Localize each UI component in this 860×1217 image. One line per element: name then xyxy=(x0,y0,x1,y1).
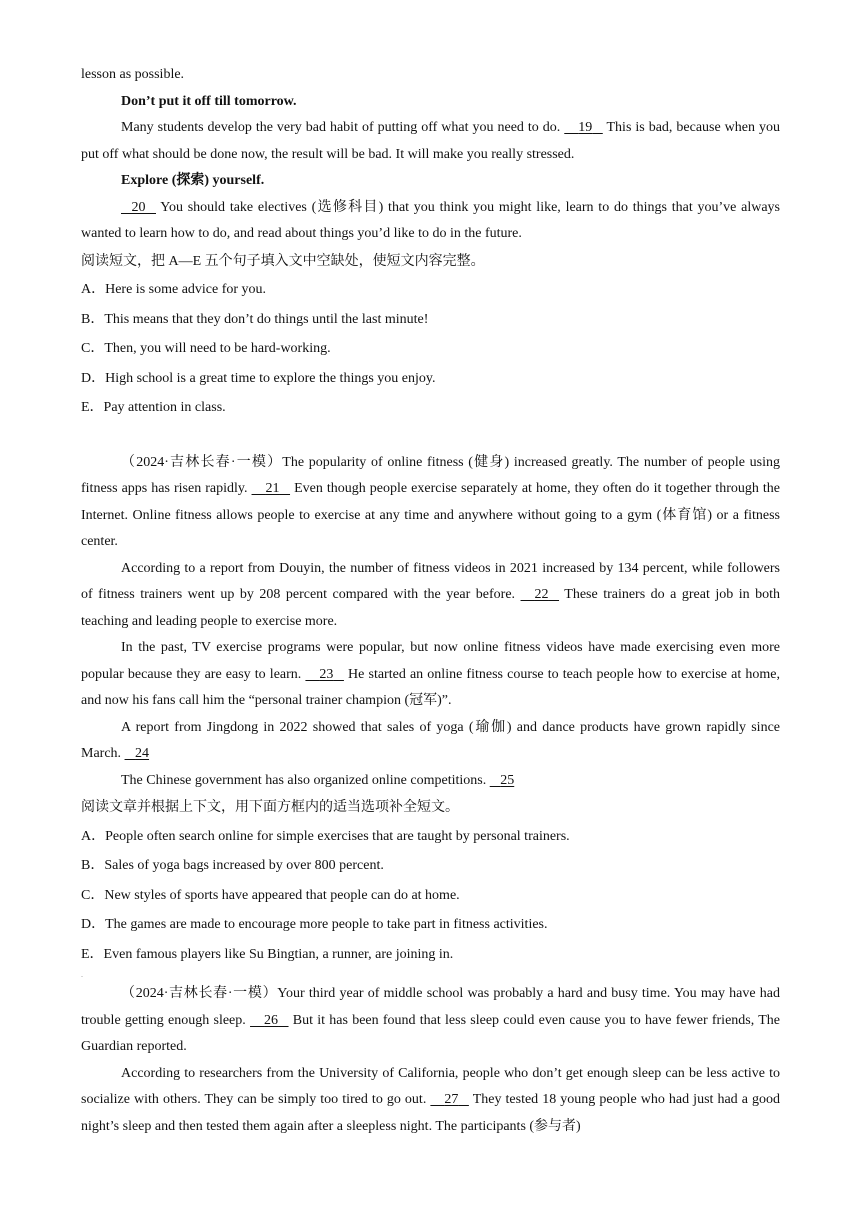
paragraph-text: They tested 18 young people who had just had a good night’s sleep and then tested them again after a sleepless night. The participants (参与者) xyxy=(81,1092,781,1134)
paragraph-text: The popularity of online fitness (健身) increased greatly. The number of people using fitness apps has risen rapidly. xyxy=(81,454,780,496)
blank-22[interactable]: 22 xyxy=(534,587,549,602)
option-e: E．Even famous players like Su Bingtian, a runner, are joining in. xyxy=(81,946,454,962)
blank-24[interactable]: 24 xyxy=(135,746,150,761)
paragraph-douyin xyxy=(81,556,780,636)
paragraph-text: In the past, TV exercise programs were popular, but now online fitness videos have made exercising even more popular because they are easy to learn. xyxy=(81,640,780,682)
paragraph-text: According to a report from Douyin, the number of fitness videos in 2021 increased by 134 percent, while followers of fitness trainers went up by 208 percent compared with the year before. xyxy=(81,560,780,602)
option-a: A．Here is some advice for you. xyxy=(81,282,267,297)
paragraph-text: These trainers do a great job in both teaching and leading people to exercise more. xyxy=(81,587,780,629)
option-c: C．New styles of sports have appeared that people can do at home. xyxy=(81,887,460,903)
passage-section-3 xyxy=(81,981,780,1140)
paragraph-jingdong xyxy=(81,715,780,768)
blank-26[interactable]: 26 xyxy=(264,1012,279,1028)
blank-20[interactable]: 20 xyxy=(131,199,146,215)
continued-line: lesson as possible. xyxy=(81,67,185,82)
heading-dont-put-off: Don’t put it off till tomorrow. xyxy=(121,93,297,109)
paragraph-tv-programs xyxy=(81,635,780,715)
blank-27[interactable]: 27 xyxy=(444,1092,459,1107)
source-tag: （2024·吉林长春·一模） xyxy=(121,986,278,1001)
paragraph-text: This is bad, because when you put off what should be done now, the result will be bad. It will make you really stressed. xyxy=(81,120,780,162)
paragraph-text: You should take electives (选修科目) that you think you might like, learn to do things that you’ve always wanted to learn how to do, and read about things you’d like to do in the future. xyxy=(81,199,780,241)
option-b: B．Sales of yoga bags increased by over 800 percent. xyxy=(81,858,384,873)
paragraph-research xyxy=(81,1061,780,1141)
document-content xyxy=(81,62,780,1140)
option-b: B．This means that they don’t do things until the last minute! xyxy=(81,311,429,327)
option-d: D．The games are made to encourage more people to take part in fitness activities. xyxy=(81,917,548,932)
options-list xyxy=(81,275,780,423)
options-list xyxy=(81,822,780,970)
option-a: A．People often search online for simple exercises that are taught by personal trainers. xyxy=(81,828,570,844)
instruction-text: 阅读文章并根据上下文，用下面方框内的适当选项补全短文。 xyxy=(81,800,459,815)
paragraph-tomorrow xyxy=(81,115,780,168)
heading-explore: Explore (探索) yourself. xyxy=(121,173,265,188)
paragraph-text: A report from Jingdong in 2022 showed that sales of yoga (瑜伽) and dance products have grown rapidly since March. xyxy=(81,719,780,761)
paragraph-text: Many students develop the very bad habit of putting off what you need to do. xyxy=(121,120,565,135)
option-d: D．High school is a great time to explore the things you enjoy. xyxy=(81,370,436,386)
stray-dot: . xyxy=(81,970,83,979)
blank-23[interactable]: 23 xyxy=(319,666,334,682)
passage-section-1 xyxy=(81,62,780,423)
paragraph-text: The Chinese government has also organized online competitions. xyxy=(121,772,490,788)
paragraph-explore xyxy=(81,195,780,248)
blank-21[interactable]: 21 xyxy=(265,481,280,496)
blank-19[interactable]: 19 xyxy=(578,120,593,135)
option-c: C．Then, you will need to be hard-working. xyxy=(81,341,331,356)
paragraph-text: According to researchers from the University of California, people who don’t get enough sleep can be less active to socialize with others. They can be simply too tired to go out. xyxy=(81,1065,780,1107)
instruction-text: 阅读短文，把 A—E 五个句子填入文中空缺处，使短文内容完整。 xyxy=(81,253,485,269)
paragraph-fitness-intro xyxy=(81,450,780,556)
paragraph-text: Your third year of middle school was probably a hard and busy time. You may have had trouble getting enough sleep. xyxy=(81,986,781,1028)
blank-25[interactable]: 25 xyxy=(500,772,515,788)
passage-section-2 xyxy=(81,450,780,970)
option-e: E．Pay attention in class. xyxy=(81,400,226,415)
paragraph-text: He started an online fitness course to teach people how to exercise at home, and now his fans call him the “personal trainer champion (冠军)”. xyxy=(81,666,780,708)
paragraph-text: But it has been found that less sleep could even cause you to have fewer friends, The Guardian reported. xyxy=(81,1012,780,1054)
source-tag: （2024·吉林长春·一模） xyxy=(121,454,283,470)
paragraph-government xyxy=(81,768,780,795)
paragraph-sleep-intro xyxy=(81,981,780,1061)
section-gap xyxy=(81,423,780,450)
paragraph-text: Even though people exercise separately at home, they often do it together through the Internet. Online fitness allows people to exercise at any time and anywhere without going to a gym (体育馆) or a fitness center. xyxy=(81,481,781,549)
